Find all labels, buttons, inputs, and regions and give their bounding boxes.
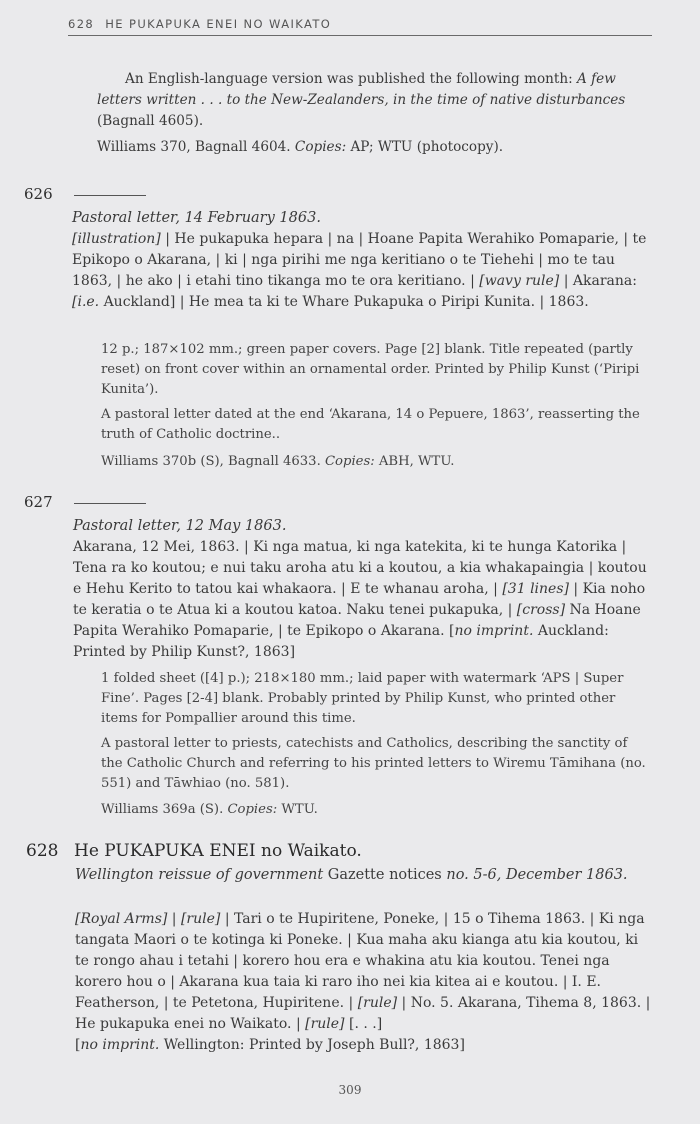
imprint-note: no imprint. (454, 623, 534, 639)
transcription-text: Na Hoane Papita Werahiko Pomaparie, | te Epikopo o Akarana. [ (73, 602, 641, 639)
transcription-text: | Tari o te Hupiritene, Poneke, | 15 o Tihema 1863. | Ki nga tangata Maori o te kotinga ki Poneke. | Kua maha aku kianga atu kia koutou, ki te rongo ahau i tetahi | korero hou era e whakina atu kia koutou. Tenei nga korero hou o | Akarana kua taia ki raro iho nei kia kitea ai e koutou. | I. E. Featherson, | te Petetona, Hupiritene. | (75, 911, 645, 1011)
copies: ABH, WTU. (374, 454, 455, 469)
entry-627-references (101, 800, 653, 820)
entry-626-references (101, 452, 653, 472)
entry-626-physical-note: 12 p.; 187×102 mm.; green paper covers. Page [2] blank. Title repeated (partly reset) on front cover within an ornamental order. Printed by Philip Kunst (‘Piripi Kunita’). (101, 342, 640, 397)
copies: WTU. (277, 802, 318, 817)
entry-626-title: Pastoral letter, 14 February 1863. (72, 210, 321, 226)
entry-627-transcription (73, 537, 655, 663)
entry-626-number: 626 (24, 185, 53, 203)
intro-references (97, 137, 653, 158)
entry-627-title: Pastoral letter, 12 May 1863. (73, 518, 287, 534)
transcription-text: Wellington: Printed by Joseph Bull?, 1863] (159, 1037, 465, 1053)
transcription-text: | He pukapuka hepara | na | Hoane Papita Werahiko Pomaparie, | te Epikopo o Akarana, | ki | nga pirihi me nga keritiano o te Tiehehi | mo te tau 1863, | he ako | i etahi tino tikanga mo te ora keritiano. | (72, 231, 647, 289)
transcription-text: Auckland] | He mea ta ki te Whare Pukapuka o Piripi Kunita. | 1863. (99, 294, 589, 310)
transcription-text: | (167, 911, 181, 927)
intro-text: An English-language version was published the following month: (125, 71, 578, 87)
entry-626-rule (74, 195, 146, 196)
entry-628-number: 628 (26, 841, 59, 861)
entry-628-subtitle (75, 865, 653, 886)
transcription-text: | No. 5. Akarana, Tihema 8, 1863. | He pukapuka enei no Waikato. | (75, 995, 651, 1032)
transcription-text: [. . .] (344, 1016, 383, 1032)
intro-copies: AP; WTU (photocopy). (346, 139, 504, 155)
entry-628-transcription (75, 909, 653, 1056)
intro-title-italic: A few letters written . . . to the New-Zealanders, in the time of native disturbances (97, 71, 626, 108)
copies-label: Copies: (227, 802, 278, 817)
bracket-note: [rule] (357, 995, 398, 1011)
entry-628-title: He PUKAPUKA ENEI no Waikato. (74, 841, 362, 861)
entry-627-physical-note: 1 folded sheet ([4] p.); 218×180 mm.; laid paper with watermark ‘APS | Super Fine’. Pages [2-4] blank. Probably printed by Philip Kunst, who printed other items for Pompallier around this time. (101, 671, 624, 726)
transcription-text: | Kia noho te keratia o te Atua ki a koutou katoa. Naku tenei pukapuka, | (73, 581, 646, 618)
entry-628-heading (26, 841, 362, 861)
page-number: 309 (338, 1083, 362, 1097)
bracket-note: [Royal Arms] (75, 911, 168, 927)
intro-refs-text: Williams 370, Bagnall 4604. (97, 139, 295, 155)
entry-626-content-note: A pastoral letter dated at the end ‘Akarana, 14 o Pepuere, 1863’, reasserting the truth of Catholic doctrine.. (101, 407, 640, 442)
entry-627-number: 627 (24, 493, 53, 511)
entry-626-transcription (72, 229, 654, 313)
transcription-text: Akarana, 12 Mei, 1863. | Ki nga matua, ki nga katekita, ki te hunga Katorika | Tena ra ko koutou; e nui taku aroha atu ki a koutou, a kia whakapaingia | koutou e Hehu Kerito to tatou kai whakaora. | E te whanau aroha, | (73, 539, 647, 597)
bracket-note: [cross] (516, 602, 566, 618)
bracket-note: [i.e. (72, 294, 100, 310)
bracket-note: [illustration] (72, 231, 161, 247)
subtitle-text: Gazette notices (323, 867, 447, 883)
subtitle-italic: no. 5-6, December 1863. (446, 867, 628, 883)
entry-627-content-note: A pastoral letter to priests, catechists and Catholics, describing the sanctity of the Catholic Church and referring to his printed letters to Wiremu Tāmihana (no. 551) and Tāwhiao (no. 581). (101, 736, 646, 791)
intro-paragraph (97, 69, 653, 132)
running-head (68, 17, 652, 36)
entry-627-rule (74, 503, 146, 504)
bracket-note: [31 lines] (502, 581, 569, 597)
subtitle-italic: Wellington reissue of government (75, 867, 324, 883)
refs-text: Williams 369a (S). (101, 802, 228, 817)
imprint-note: no imprint. (80, 1037, 160, 1053)
transcription-text: | Akarana: (559, 273, 637, 289)
bracket-note: [rule] (305, 1016, 345, 1032)
intro-text-end: (Bagnall 4605). (97, 113, 204, 129)
running-head-title: HE PUKAPUKA ENEI NO WAIKATO (105, 17, 332, 31)
intro-copies-label: Copies: (294, 139, 347, 155)
copies-label: Copies: (324, 454, 375, 469)
refs-text: Williams 370b (S), Bagnall 4633. (101, 454, 325, 469)
transcription-text: Auckland: Printed by Philip Kunst?, 1863] (73, 623, 609, 660)
bracket-note: [wavy rule] (479, 273, 560, 289)
running-head-page: 628 (68, 17, 95, 31)
bracket-note: [rule] (180, 911, 221, 927)
transcription-text: [ (75, 1037, 81, 1053)
